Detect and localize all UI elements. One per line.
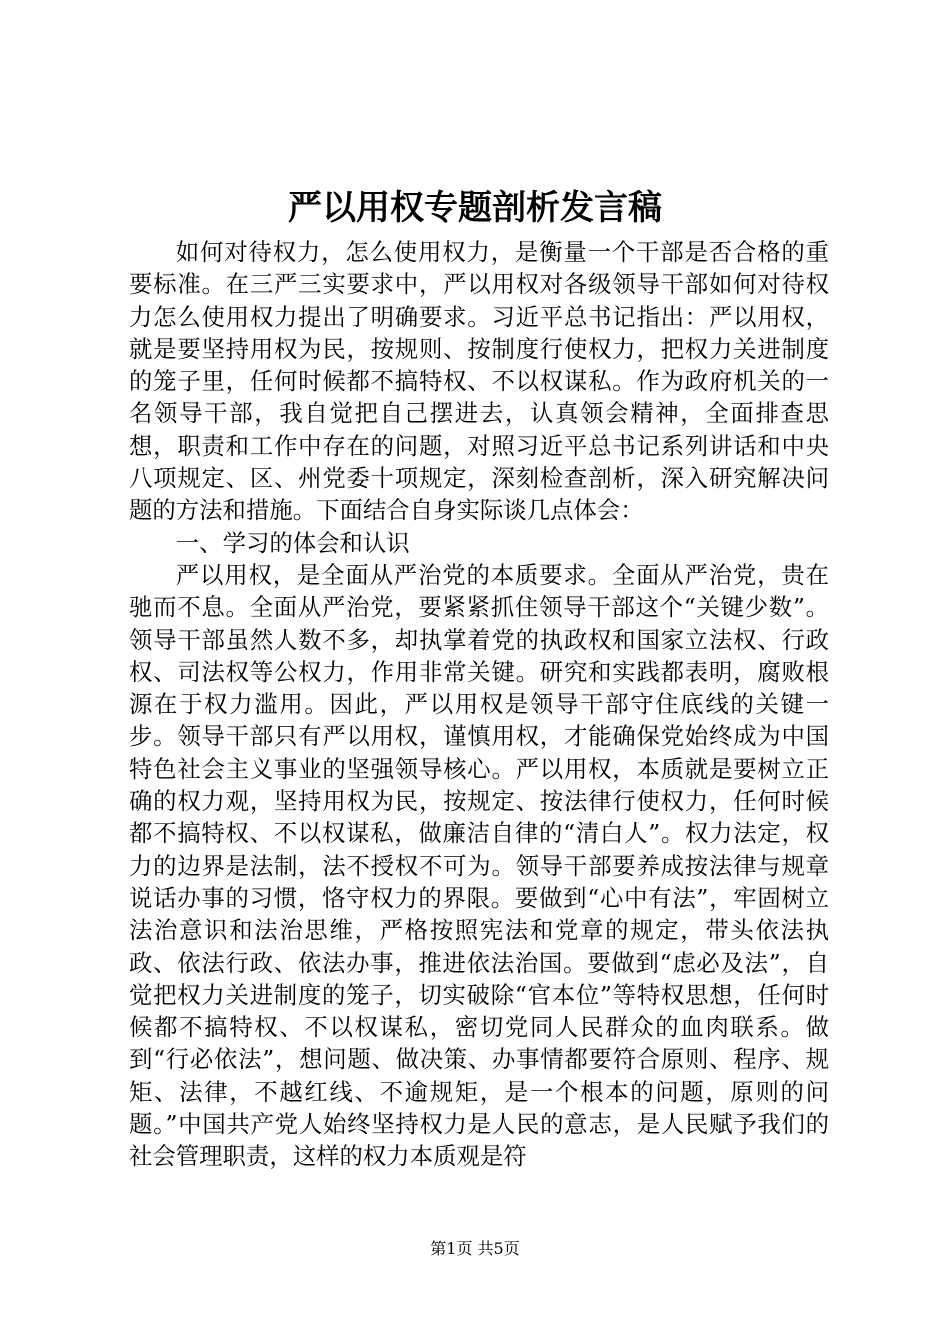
section-heading: 一、学习的体会和认识 — [175, 528, 410, 557]
paragraph-intro: 如何对待权力，怎么使用权力，是衡量一个干部是否合格的重要标准。在三严三实要求中，严以用权对各级领导干部如何对待权力怎么使用权力提出了明确要求。习近平总书记指出：严以用权，就是要坚持用权为民，按规则、按制度行使权力，把权力关进制度的笼子里，任何时候都不搞特权、不以权谋私。作为政府机关的一名领导干部，我自觉把自己摆进去，认真领会精神，全面排查思想，职责和工作中存在的问题，对照习近平总书记系列讲话和中央八项规定、区、州党委十项规定，深刻检查剖析，深入研究解决问题的方法和措施。下面结合自身实际谈几点体会： — [129, 238, 829, 525]
document-body — [129, 236, 829, 1173]
document-title: 严以用权专题剖析发言稿 — [288, 188, 662, 228]
paragraph-section-one: 严以用权，是全面从严治党的本质要求。全面从严治党，贵在驰而不息。全面从严治党，要紧紧抓住领导干部这个“关键少数”。领导干部虽然人数不多，却执掌着党的执政权和国家立法权、行政权、司法权等公权力，作用非常关键。研究和实践都表明，腐败根源在于权力滥用。因此，严以用权是领导干部守住底线的关键一步。领导干部只有严以用权，谨慎用权，才能确保党始终成为中国特色社会主义事业的坚强领导核心。严以用权，本质就是要树立正确的权力观，坚持用权为民，按规定、按法律行使权力，任何时候都不搞特权、不以权谋私，做廉洁自律的“清白人”。权力法定，权力的边界是法制，法不授权不可为。领导干部要养成按法律与规章说话办事的习惯，恪守权力的界限。要做到“心中有法”，牢固树立法治意识和法治思维，严格按照宪法和党章的规定，带头依法执政、依法行政、依法办事，推进依法治国。要做到“虑必及法”，自觉把权力关进制度的笼子，切实破除“官本位”等特权思想，任何时候都不搞特权、不以权谋私，密切党同人民群众的血肉联系。做到“行必依法”，想问题、做决策、办事情都要符合原则、程序、规矩、法律，不越红线、不逾规矩，是一个根本的问题，原则的问题。”中国共产党人始终坚持权力是人民的意志，是人民赋予我们的社会管理职责，这样的权力本质观是符 — [129, 560, 829, 1171]
page-footer: 第1页 共5页 — [430, 1239, 520, 1258]
